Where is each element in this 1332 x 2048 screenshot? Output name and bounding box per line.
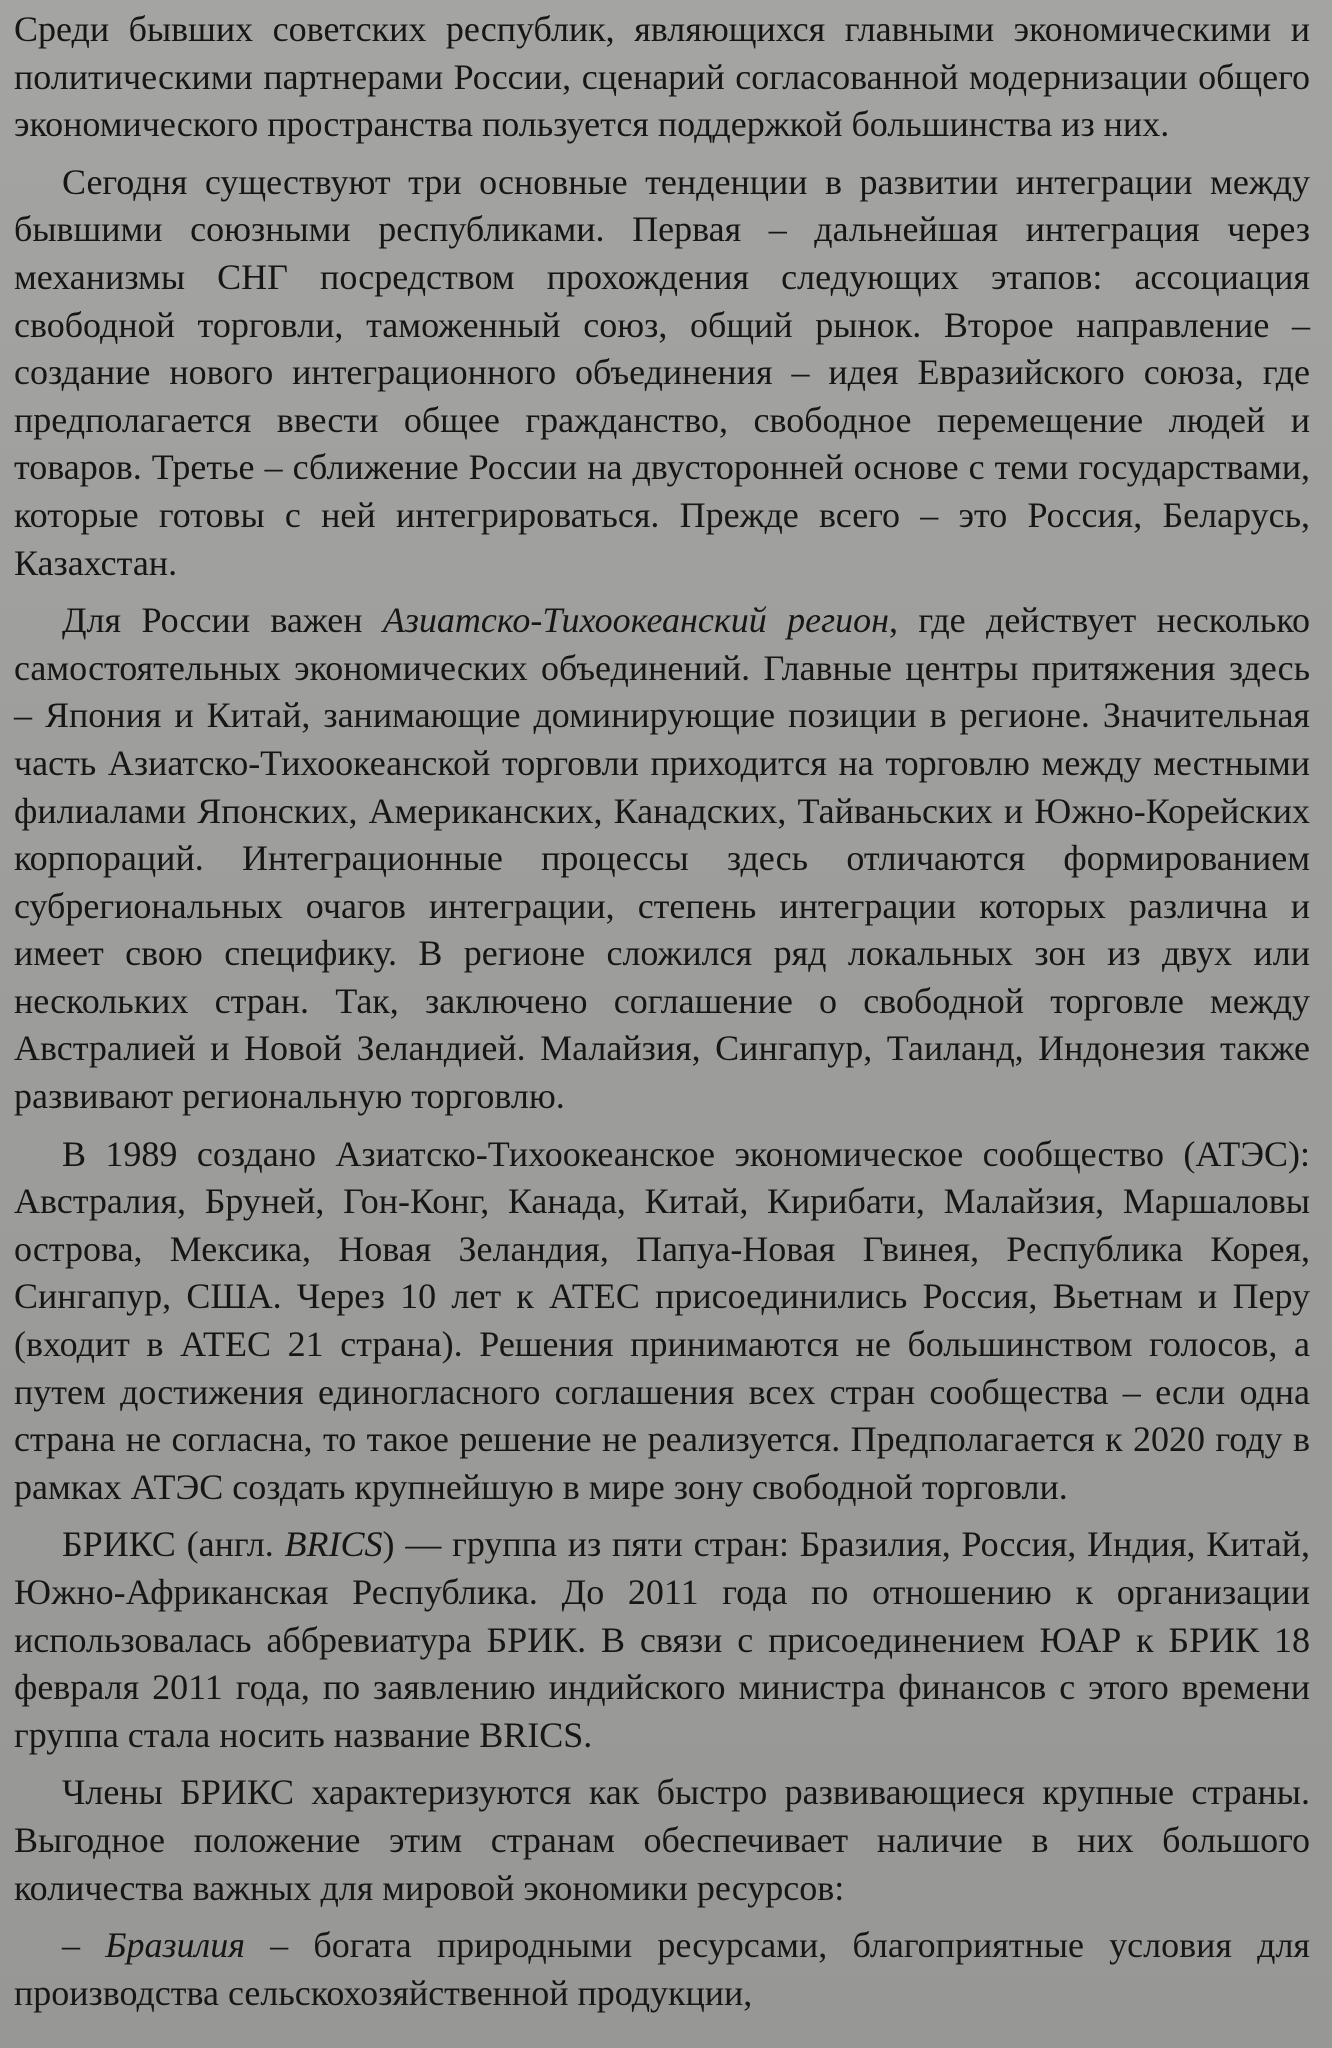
text-run: Сегодня существуют три основные тенденции в развитии интеграции между бывшими союзными республиками. Первая – дальнейшая интеграция через механизмы СНГ посредством прохождения следующих этапов: ассоциация свободной торговли, таможенный союз, общий рынок. Второе направление – создание нового интеграционного объединения – идея Евразийского союза, где предполагается ввести общее гражданство, свободное перемещение людей и товаров. Третье – сближение России на двусторонней основе с теми государствами, которые готовы с ней интегрироваться. Прежде всего – это Россия, Беларусь, Казахстан. — [14, 161, 1310, 583]
paragraph — [14, 1521, 1310, 1759]
text-body — [14, 6, 1310, 2017]
paragraph — [14, 1922, 1310, 2017]
paragraph — [14, 6, 1310, 149]
italic-text: BRICS — [284, 1524, 383, 1565]
paragraph — [14, 597, 1310, 1121]
text-run: В 1989 создано Азиатско-Тихоокеанское экономическое сообщество (АТЭС): Австралия, Бруней, Гон-Конг, Канада, Китай, Кирибати, Малайзия, Маршаловы острова, Мексика, Новая Зеландия, Папуа-Новая Гвинея, Республика Корея, Сингапур, США. Через 10 лет к АТЕС присоединились Россия, Вьетнам и Перу (входит в АТЕС 21 страна). Решения принимаются не большинством голосов, а путем достижения единогласного соглашения всех стран сообщества – если одна страна не согласна, то такое решение не реализуется. Предполагается к 2020 году в рамках АТЭС создать крупнейшую в мире зону свободной торговли. — [14, 1133, 1310, 1507]
text-run: Для России важен — [62, 600, 383, 641]
italic-text: – Бразилия — [62, 1925, 245, 1966]
text-run: , где действует несколько самостоятельных экономических объединений. Главные центры притяжения здесь – Япония и Китай, занимающие доминирующие позиции в регионе. Значительная часть Азиатско-Тихоокеанской торговли приходится на торговлю между местными филиалами Японских, Американских, Канадских, Тайваньских и Южно-Корейских корпораций. Интеграционные процессы здесь отличаются формированием субрегиональных очагов интеграции, степень интеграции которых различна и имеет свою специфику. В регионе сложился ряд локальных зон из двух или нескольких стран. Так, заключено соглашение о свободной торговле между Австралией и Новой Зеландией. Малайзия, Сингапур, Таиланд, Индонезия также развивают региональную торговлю. — [14, 600, 1311, 1117]
text-run: ) — группа из пяти стран: Бразилия, Россия, Индия, Китай, Южно-Африканская Республика. До 2011 года по отношению к организации использовалась аббревиатура БРИК. В связи с присоединением ЮАР к БРИК 18 февраля 2011 года, по заявлению индийского министра финансов с этого времени группа стала носить название BRICS. — [14, 1524, 1310, 1755]
paragraph — [14, 159, 1310, 587]
text-run: Среди бывших советских республик, являющихся главными экономическими и политическими партнерами России, сценарий согласованной модернизации общего экономического пространства пользуется поддержкой большинства из них. — [14, 9, 1310, 145]
italic-text: Азиатско-Тихоокеанский регион — [382, 600, 889, 641]
paragraph — [14, 1769, 1310, 1912]
paragraph — [14, 1131, 1310, 1512]
text-run: БРИКС (англ. — [62, 1524, 285, 1565]
text-run: Члены БРИКС характеризуются как быстро развивающиеся крупные страны. Выгодное положение этим странам обеспечивает наличие в них большого количества важных для мировой экономики ресурсов: — [14, 1772, 1310, 1908]
text-run: – богата природными ресурсами, благоприятные условия для производства сельскохозяйственной продукции, — [14, 1925, 1310, 2013]
